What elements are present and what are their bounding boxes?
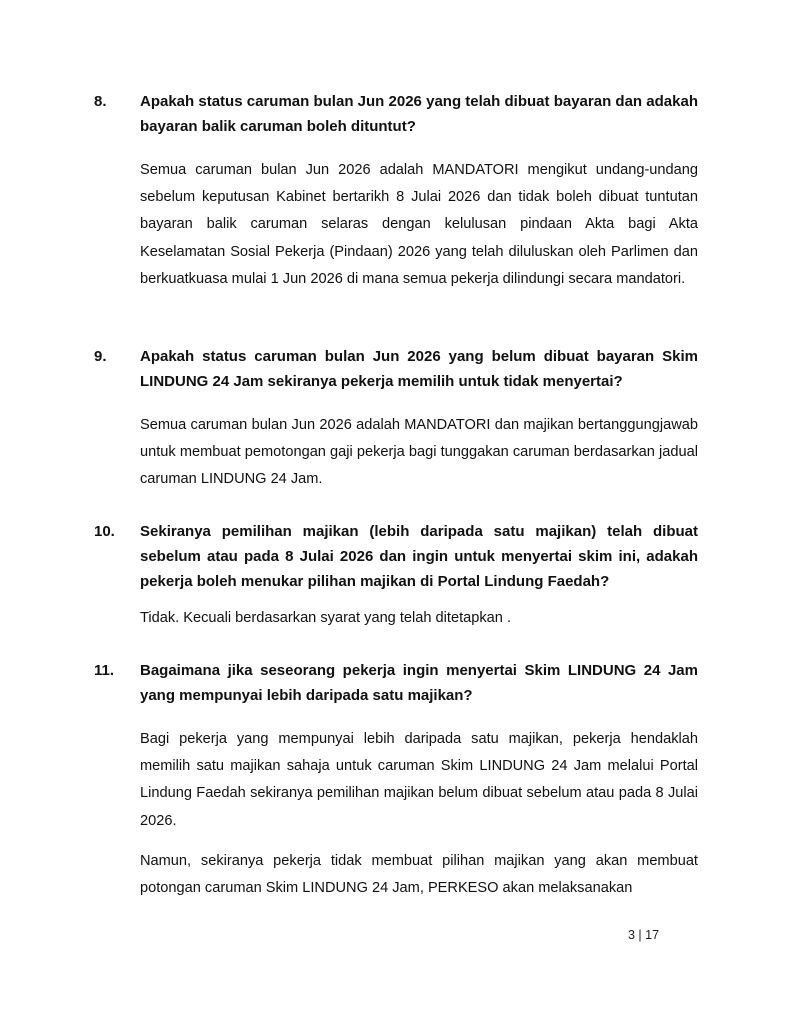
- question-text: Sekiranya pemilihan majikan (lebih daripada satu majikan) telah dibuat sebelum atau pada 8 Julai 2026 dan ingin untuk menyertai skim ini, adakah pekerja boleh menukar pilihan majikan di Portal Lindung Faedah?: [140, 523, 698, 590]
- question-text: Apakah status caruman bulan Jun 2026 yang telah dibuat bayaran dan adakah bayaran balik caruman boleh dituntut?: [140, 93, 698, 135]
- question-text: Apakah status caruman bulan Jun 2026 yang belum dibuat bayaran Skim LINDUNG 24 Jam sekiranya pekerja memilih untuk tidak menyertai?: [140, 348, 698, 390]
- page-number: 3 | 17: [628, 928, 660, 942]
- question-number: 8.: [94, 93, 107, 110]
- question-number: 10.: [94, 523, 115, 540]
- question-text: Bagaimana jika seseorang pekerja ingin menyertai Skim LINDUNG 24 Jam yang mempunyai lebih daripada satu majikan?: [140, 662, 698, 704]
- answer-paragraph: Namun, sekiranya pekerja tidak membuat pilihan majikan yang akan membuat potongan caruman Skim LINDUNG 24 Jam, PERKESO akan melaksanakan: [140, 853, 698, 897]
- answer-paragraph: Semua caruman bulan Jun 2026 adalah MANDATORI mengikut undang-undang sebelum keputusan Kabinet bertarikh 8 Julai 2026 dan tidak boleh dibuat tuntutan bayaran balik caruman selaras dengan kelulusan pindaan Akta bagi Akta Keselamatan Sosial Pekerja (Pindaan) 2026 yang telah diluluskan oleh Parlimen dan berkuatkuasa mulai 1 Jun 2026 di mana semua pekerja dilindungi secara mandatori.: [140, 162, 698, 287]
- answer-paragraph: Bagi pekerja yang mempunyai lebih daripada satu majikan, pekerja hendaklah memilih satu majikan sahaja untuk caruman Skim LINDUNG 24 Jam melalui Portal Lindung Faedah sekiranya pemilihan majikan belum dibuat sebelum atau pada 8 Julai 2026.: [140, 731, 698, 829]
- answer-paragraph: Semua caruman bulan Jun 2026 adalah MANDATORI dan majikan bertanggungjawab untuk membuat pemotongan gaji pekerja bagi tunggakan caruman berdasarkan jadual caruman LINDUNG 24 Jam.: [140, 417, 698, 488]
- answer-paragraph: Tidak. Kecuali berdasarkan syarat yang telah ditetapkan .: [140, 610, 512, 626]
- question-number: 9.: [94, 348, 107, 365]
- question-number: 11.: [94, 662, 115, 679]
